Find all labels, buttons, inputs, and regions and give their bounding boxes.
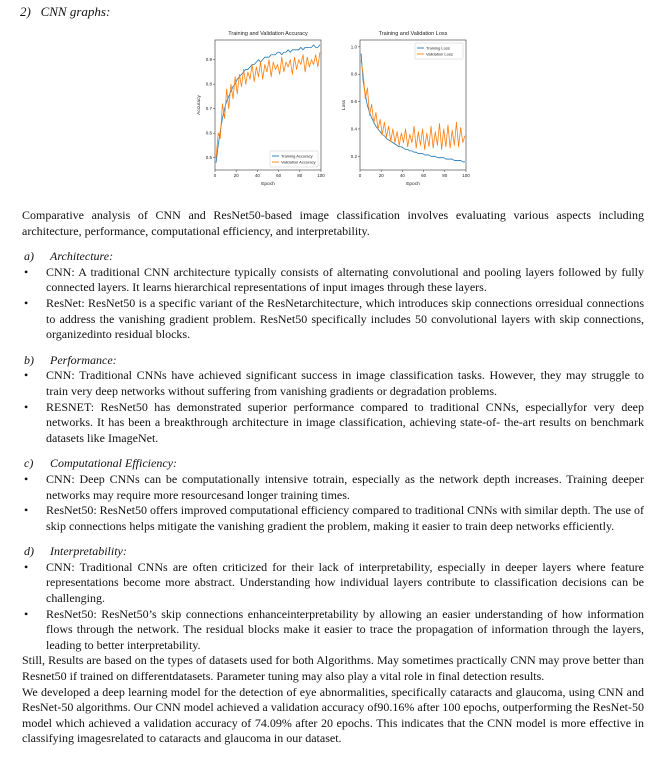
y-tick-label: 0.4 xyxy=(350,126,357,132)
y-tick-label: 0.9 xyxy=(205,57,212,63)
bullet-icon: • xyxy=(24,559,29,574)
y-tick-label: 0.6 xyxy=(205,130,212,136)
series-line xyxy=(216,45,320,163)
bullet-icon: • xyxy=(24,503,29,518)
section-title: Computational Efficiency: xyxy=(50,456,177,471)
accuracy-chart xyxy=(195,28,323,196)
list-item xyxy=(22,368,644,399)
y-axis-label: Loss xyxy=(342,99,347,111)
loss-chart xyxy=(340,28,468,196)
bullet-icon: • xyxy=(24,264,29,279)
closing-paragraph-datasets: Still, Results are based on the types of datasets used for both Algorithms. May sometimes practically CNN may prove better than Resnet50 if trained on differentdatasets. Parameter tuning may also play a vital role in final detection results. xyxy=(22,653,644,684)
plot-frame xyxy=(360,40,466,170)
section-heading xyxy=(20,4,110,20)
bullet-icon: • xyxy=(24,471,29,486)
y-tick-label: 0.2 xyxy=(350,153,357,159)
list-item-text: CNN: Traditional CNNs are often criticized for their lack of interpretability, especially in deeper layers where feature representations become more abstract. Understanding how individual layers contribute to classification decisions can be challenging. xyxy=(46,559,644,606)
bullet-icon: • xyxy=(24,399,29,414)
series-line xyxy=(361,61,465,150)
legend-label: Validation Accuracy xyxy=(281,159,316,165)
x-tick-label: 20 xyxy=(378,173,384,178)
list-item xyxy=(22,265,644,296)
x-tick-label: 40 xyxy=(254,173,260,178)
list-item-text: ResNet: ResNet50 is a specific variant of the ResNetarchitecture, which introduces skip connections orresidual connections to address the vanishing gradient problem. ResNet50 specifically includes 50 convolutional layers with skip connections, organizedinto residual blocks. xyxy=(46,295,644,342)
x-tick-label: 40 xyxy=(399,173,405,178)
x-tick-label: 0 xyxy=(358,173,362,178)
section-performance xyxy=(22,353,644,447)
series-line xyxy=(216,52,320,157)
section-number: 2) xyxy=(20,4,31,19)
section-label: d) xyxy=(24,544,34,559)
section-architecture xyxy=(22,249,644,343)
list-item-text: CNN: A traditional CNN architecture typically consists of alternating convolutional and pooling layers followed by fully connected layers. It learns hierarchical representations of input images through these layers. xyxy=(46,264,644,295)
x-tick-label: 0 xyxy=(213,173,217,178)
list-item-text: CNN: Traditional CNNs have achieved significant success in image classification tasks. However, they may struggle to train very deep networks without suffering from vanishing gradients or degradation problems. xyxy=(46,368,644,398)
x-tick-label: 60 xyxy=(421,173,427,178)
x-axis-label: Epoch xyxy=(261,182,275,187)
y-tick-label: 0.7 xyxy=(205,106,212,112)
section-interpretability xyxy=(22,544,644,653)
section-label: b) xyxy=(24,352,34,367)
list-item xyxy=(22,472,644,503)
chart-title: Training and Validation Loss xyxy=(378,31,448,37)
x-tick-label: 100 xyxy=(462,173,470,178)
list-item xyxy=(22,607,644,654)
legend-label: Validation Loss xyxy=(426,51,453,57)
section-title: Interpretability: xyxy=(50,544,127,559)
y-tick-label: 1.0 xyxy=(350,44,357,50)
x-tick-label: 80 xyxy=(297,173,303,178)
list-item-text: ResNet50: ResNet50 offers improved computational efficiency compared to traditional CNNs with similar depth. The use of skip connections helps mitigate the vanishing gradient the problem, making it easier to train deep networks efficiently. xyxy=(46,503,644,533)
section-title: CNN graphs: xyxy=(40,4,111,19)
intro-paragraph: Comparative analysis of CNN and ResNet50-based image classification involves evaluating various aspects including architecture, performance, computational efficiency, and interpretability. xyxy=(22,208,644,238)
charts-figure xyxy=(195,28,649,196)
bullet-icon: • xyxy=(24,368,29,383)
y-tick-label: 0.6 xyxy=(350,99,357,105)
x-axis-label: Epoch xyxy=(406,182,420,187)
legend-label: Training Loss xyxy=(426,45,450,51)
list-item xyxy=(22,503,644,534)
section-label: c) xyxy=(24,456,34,471)
x-tick-label: 100 xyxy=(317,173,325,178)
y-tick-label: 0.8 xyxy=(205,81,212,87)
plot-frame xyxy=(215,40,321,170)
bullet-icon: • xyxy=(24,295,29,310)
y-axis-label: Accuracy xyxy=(197,95,202,115)
legend-label: Training Accuracy xyxy=(281,153,313,159)
x-tick-label: 80 xyxy=(442,173,448,178)
section-computational-efficiency xyxy=(22,456,644,534)
section-title: Performance: xyxy=(50,352,117,367)
list-item-text: ResNet50: ResNet50’s skip connections enhanceinterpretability by allowing an easier understanding of how information flows through the network. The residual blocks make it easier to trace the propagation of information through the layers, leading to better interpretability. xyxy=(46,606,644,652)
section-label: a) xyxy=(24,249,34,264)
list-item-text: CNN: Deep CNNs can be computationally intensive totrain, especially as the network depth increases. Training deeper networks may require more resourcesand longer training times. xyxy=(46,471,644,502)
series-line xyxy=(361,51,465,162)
body-text xyxy=(22,208,644,747)
list-item xyxy=(22,400,644,447)
list-item xyxy=(22,560,644,607)
list-item-text: RESNET: ResNet50 has demonstrated superior performance compared to traditional CNNs, especiallyfor very deep networks. It has been a breakthrough architecture in image classification, achieving state-of- the-art results on benchmark datasets like ImageNet. xyxy=(46,399,644,445)
x-tick-label: 20 xyxy=(233,173,239,178)
list-item xyxy=(22,296,644,343)
x-tick-label: 60 xyxy=(276,173,282,178)
y-tick-label: 0.8 xyxy=(350,71,357,77)
chart-title: Training and Validation Accuracy xyxy=(228,31,308,37)
section-title: Architecture: xyxy=(50,249,114,264)
y-tick-label: 0.5 xyxy=(205,155,212,161)
bullet-icon: • xyxy=(24,606,29,621)
closing-paragraph-results: We developed a deep learning model for the detection of eye abnormalities, specifically cataracts and glaucoma, using CNN and ResNet-50 algorithms. Our CNN model achieved a validation accuracy of90.16% after 100 epochs, outperforming the ResNet-50 model which achieved a validation accuracy of 74.09% after 20 epochs. This indicates that the CNN model is more effective in classifying imagesrelated to cataracts and glaucoma in our dataset. xyxy=(22,684,644,746)
